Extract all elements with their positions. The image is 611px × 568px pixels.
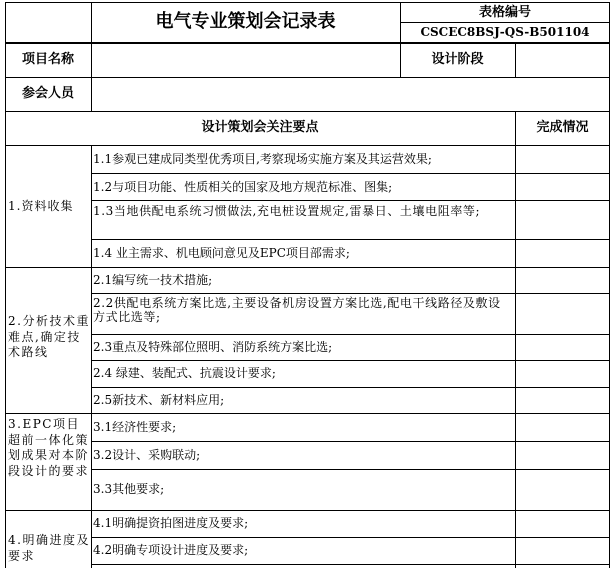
project-name-label: 项目名称 [21, 52, 74, 67]
category-cell: 1.资料收集 [8, 199, 74, 213]
grid-line [609, 2, 610, 568]
grid-line [5, 267, 610, 268]
grid-line [91, 200, 610, 201]
grid-line [91, 469, 610, 470]
grid-line [91, 173, 610, 174]
grid-line [91, 360, 610, 361]
checklist-item: 3.3其他要求; [93, 482, 165, 496]
checklist-item: 2.4 绿建、装配式、抗震设计要求; [93, 366, 276, 380]
form-number-label: 表格编号 [478, 5, 531, 20]
grid-line [515, 111, 516, 568]
form-number-value: CSCEC8BSJ-QS-B501104 [420, 25, 590, 39]
checklist-item: 1.2与项目功能、性质相关的国家及地方规范标准、图集; [93, 180, 393, 194]
grid-line [5, 77, 610, 78]
checklist-item: 2.2供配电系统方案比选,主要设备机房设置方案比选,配电干线路径及敷设方式比选等; [93, 296, 501, 324]
grid-line [515, 42, 516, 77]
checklist-item: 3.1经济性要求; [93, 420, 177, 434]
grid-line [5, 2, 610, 3]
grid-line [91, 145, 92, 568]
grid-line [91, 334, 610, 335]
grid-line [5, 111, 610, 112]
status-column-header: 完成情况 [536, 120, 589, 135]
checklist-item: 1.3当地供配电系统习惯做法,充电桩设置规定,雷暴日、土壤电阻率等; [93, 204, 481, 218]
category-cell: 2.分析技术重难点,确定技术路线 [8, 314, 90, 360]
checklist-item: 1.4 业主需求、机电顾问意见及EPC项目部需求; [93, 246, 350, 260]
design-stage-label: 设计阶段 [431, 52, 484, 67]
points-column-header: 设计策划会关注要点 [201, 120, 319, 135]
grid-line [91, 441, 610, 442]
category-cell: 4.明确进度及要求 [8, 533, 90, 563]
checklist-item: 2.3重点及特殊部位照明、消防系统方案比选; [93, 340, 333, 354]
grid-line [91, 239, 610, 240]
form-title: 电气专业策划会记录表 [155, 11, 336, 32]
grid-line [91, 537, 610, 538]
checklist-item: 2.1编写统一技术措施; [93, 273, 213, 287]
checklist-item: 4.2明确专项设计进度及要求; [93, 543, 249, 557]
grid-line [400, 22, 610, 23]
grid-line [91, 293, 610, 294]
grid-line [91, 387, 610, 388]
grid-line [5, 145, 610, 146]
grid-line [91, 564, 610, 565]
grid-line [5, 510, 610, 511]
category-cell: 3.EPC项目超前一体化策划成果对本阶段设计的要求 [8, 417, 90, 478]
checklist-item: 4.1明确提资拍图进度及要求; [93, 516, 249, 530]
checklist-item: 2.5新技术、新材料应用; [93, 393, 225, 407]
grid-line [5, 42, 610, 44]
checklist-item: 1.1参观已建成同类型优秀项目,考察现场实施方案及其运营效果; [93, 152, 432, 166]
grid-line [5, 413, 610, 414]
participants-label: 参会人员 [21, 86, 74, 101]
checklist-item: 3.2设计、采购联动; [93, 448, 201, 462]
